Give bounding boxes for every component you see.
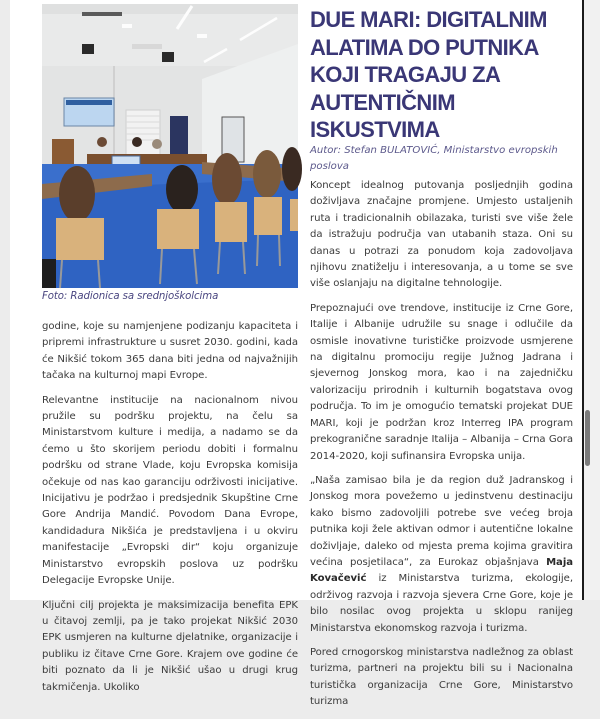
article-title: DUE MARI: DIGITALNIM ALATIMA DO PUTNIKA KOJI TRAGAJU ZA AUTENTIČNIM ISKUSTVIMA [310,7,547,142]
photo-caption: Foto: Radionica sa srednjoškolcima [42,291,219,302]
scrollbar-thumb[interactable] [585,410,590,466]
article-photo [42,4,298,288]
quoted-person-name: Maja Kovačević [310,556,573,585]
article-body-left-column [42,319,298,704]
paragraph: Pored crnogorskog ministarstva nadležnog za oblast turizma, partneri na projektu bili su i Nacionalna turistička organizacija Crne Gore, Ministarstvo turizma [310,646,573,708]
photo-illustration [42,4,298,288]
quote-text-continued: iz Ministarstva turizma, ekologije, održivog razvoja i razvoja sjevera Crne Gore, koje je bilo nosilac ovog projekta u sklopu ranijeg Ministarstva ekonomskog razvoja i turizma. [310,573,573,634]
article-body-right-column [310,178,573,719]
paragraph-quote [310,473,573,637]
paragraph: Koncept idealnog putovanja posljednjih godina doživljava značajne promjene. Umjesto ustaljenih ruta i tradicionalnih obilazaka, turisti sve više žele da istražuju područja van utabanih staza. Oni su danas u potrazi za ponudom koja zadovoljava njihovu znatiželju i interesovanja, a u tome se sve više oslanjaju na digitalne tehnologije. [310,180,573,290]
paragraph: Prepoznajući ove trendove, institucije iz Crne Gore, Italije i Albanije udružile su snage i odlučile da osmisle inovativne turističke proizvode usmjerene na digitalnu promociju regije Južnog Jadrana i sjevernog Jonskog mora, kao i na zajedničku valorizaciju prirodnih i kulturnih bogatstava ovog područja. To im je omogućio tematski projekat DUE MARI, koji je podržan kroz Interreg IPA program prekogranične saradnje Italija – Albanija – Crna Gora 2014-2020, koji sufinansira Evropska unija. [310,302,573,462]
vertical-scrollbar[interactable] [584,0,600,600]
article-author: Autor: Stefan BULATOVIĆ, Ministarstvo evropskih poslova [310,145,558,172]
article-page [10,0,582,708]
paragraph: Ključni cilj projekta je maksimizacija benefita EPK u čitavoj zemlji, pa je tako projekat Nikšić 2030 EPK usmjeren na kulturne djelatnike, organizacije i publiku iz čitave Crne Gore. Krajem ove godine će biti poznato da li je Nikšić ušao u drugi krug takmičenja. Ukoliko [42,599,298,693]
paragraph: godine, koje su namjenjene podizanju kapaciteta i pripremi infrastrukture u susret 2030. godini, kada će Nikšić tokom 365 dana biti jedna od najvažnijih tačaka na kulturnoj mapi Evrope. [42,321,298,382]
paragraph: Relevantne institucije na nacionalnom nivou pružile su podršku projektu, na čelu sa Ministarstvom kulture i medija, a nadamo se da ćemo u što skorijem periodu dobiti i formalnu podršku od strane Vlade, koju Evropska komisija očekuje od nas kao garanciju održivosti inicijative. Inicijativu je podržao i predsjednik Skupštine Crne Gore Andrija Mandić. Povodom Dana Evrope, kandidadura Nikšića je predstavljena i u okviru manifestacije „Evropski dir“ koju organizuje Ministarstvo evropskih poslova uz podršku Delegacije Evropske Unije. [42,394,298,587]
quote-text: „Naša zamisao bila je da region duž Jadranskog i Jonskog mora povežemo u jedinstvenu destinaciju kako bismo zadovoljili potrebe sve većeg broja putnika koji žele aktivan odmor i autentične lokalne doživljaje, daleko od mjesta prema kojima gravitira većina posjetilaca“, za Eurokaz objašnjava [310,474,573,568]
